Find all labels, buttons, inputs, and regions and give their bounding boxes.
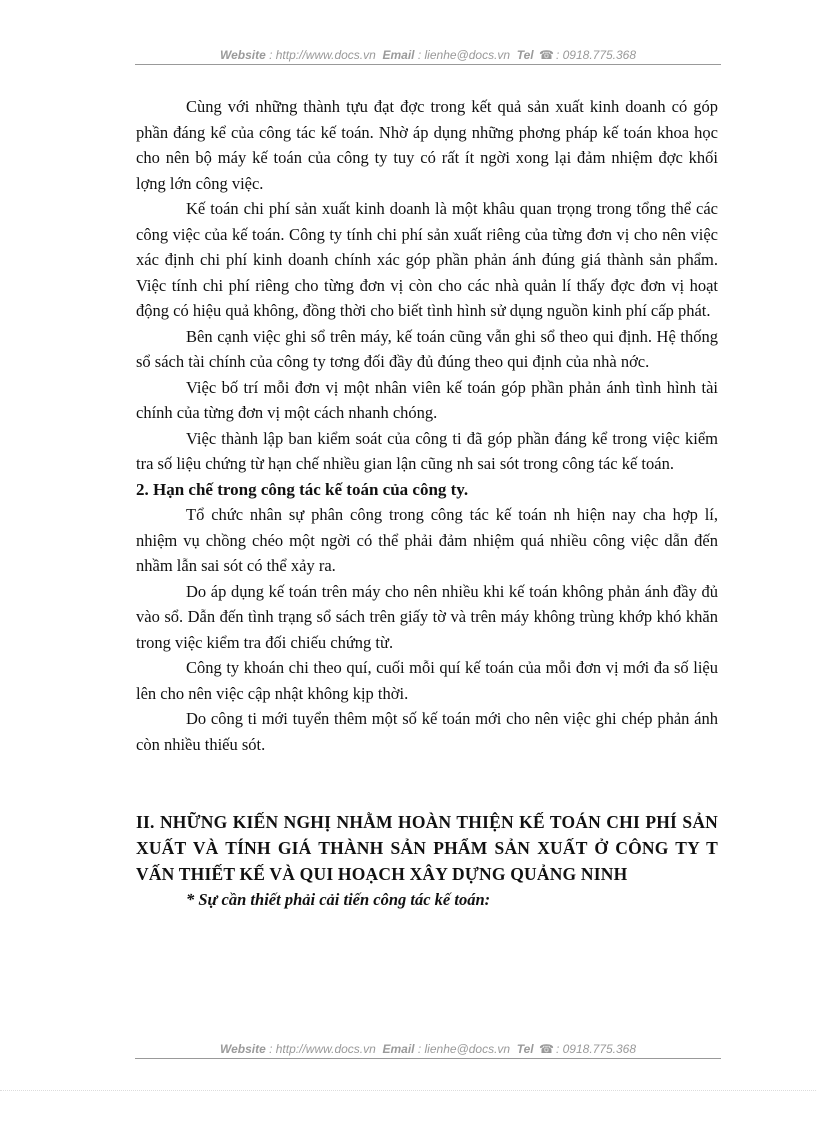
- paragraph: Công ty khoán chi theo quí, cuối mỗi quí kế toán của mỗi đơn vị mới đa số liệu lên cho nên việc cập nhật không kịp thời.: [136, 658, 718, 703]
- footer-website-link[interactable]: : http://www.docs.vn: [269, 1042, 376, 1056]
- section-heading: 2. Hạn chế trong công tác kế toán của công ty.: [136, 479, 469, 499]
- page-footer: [135, 1040, 721, 1059]
- paragraph: Việc thành lập ban kiểm soát của công ti đã góp phần đáng kể trong việc kiểm tra số liệu chứng từ hạn chế nhiều gian lận cũng nh sai sót trong công tác kế toán.: [136, 428, 718, 473]
- paragraph: Kế toán chi phí sản xuất kinh doanh là một khâu quan trọng trong tổng thể các công việc của kế toán. Công ty tính chi phí sản xuất riêng của từng đơn vị cho nên việc xác định chi phí kinh doanh chính xác góp phần phản ánh đúng giá thành sản phẩm. Việc tính chi phí riêng cho từng đơn vị còn cho các nhà quản lí thấy đợc đơn vị hoạt động có hiệu quả không, đồng thời cho biết tình hình sử dụng nguồn kinh phí cấp phát.: [136, 199, 718, 320]
- header-email-label: Email: [382, 48, 415, 62]
- subheading: * Sự cần thiết phải cải tiến công tác kế toán:: [186, 890, 491, 909]
- footer-tel-value: : 0918.775.368: [555, 1042, 637, 1056]
- paragraph: Tổ chức nhân sự phân công trong công tác kế toán nh hiện nay cha hợp lí, nhiệm vụ chồng chéo một ngời có thể phải đảm nhiệm quá nhiều công việc dẫn đến nhầm lẫn sai sót có thể xảy ra.: [136, 505, 718, 575]
- header-email-link[interactable]: : lienhe@docs.vn: [417, 48, 511, 62]
- paragraph: Do áp dụng kế toán trên máy cho nên nhiều khi kế toán không phản ánh đầy đủ vào sổ. Dẫn đến tình trạng sổ sách trên giấy tờ và trên máy không trùng khớp khó khăn trong việc kiểm tra đối chiếu chứng từ.: [136, 581, 718, 652]
- paragraph: Bên cạnh việc ghi sổ trên máy, kế toán cũng vẫn ghi sổ theo qui định. Hệ thống sổ sách tài chính của công ty tơng đối đầy đủ đúng theo qui định của nhà nớc.: [136, 326, 718, 371]
- header-website-label: Website: [219, 48, 266, 62]
- header-tel-value: : 0918.775.368: [555, 48, 637, 62]
- footer-website-label: Website: [219, 1042, 266, 1056]
- document-body: [136, 94, 718, 913]
- page-edge-divider: [0, 1090, 816, 1092]
- footer-tel-label: Tel: [516, 1042, 534, 1056]
- page-header: [135, 46, 721, 65]
- phone-icon: ☎: [539, 1042, 554, 1056]
- footer-email-label: Email: [382, 1042, 415, 1056]
- paragraph: Do công ti mới tuyển thêm một số kế toán mới cho nên việc ghi chép phản ánh còn nhiều thiếu sót.: [136, 709, 718, 754]
- paragraph: Cùng với những thành tựu đạt đợc trong kết quả sản xuất kinh doanh có góp phần đáng kể của công tác kế toán. Nhờ áp dụng những phơng pháp kế toán khoa học cho nên bộ máy kế toán của công ty tuy có rất ít ngời xong lại đảm nhiệm đợc khối lợng lớn công việc.: [136, 97, 718, 193]
- phone-icon: ☎: [539, 48, 554, 62]
- header-website-link[interactable]: : http://www.docs.vn: [269, 48, 376, 62]
- chapter-heading: II. NHỮNG KIẾN NGHỊ NHẰM HOÀN THIỆN KẾ TOÁN CHI PHÍ SẢN XUẤT VÀ TÍNH GIÁ THÀNH SẢN PHẨM SẢN XUẤT Ở CÔNG TY T VẤN THIẾT KẾ VÀ QUI HOẠCH XÂY DỰNG QUẢNG NINH: [136, 812, 718, 884]
- footer-email-link[interactable]: : lienhe@docs.vn: [417, 1042, 511, 1056]
- paragraph: Việc bố trí mỗi đơn vị một nhân viên kế toán góp phần phản ánh tình hình tài chính của từng đơn vị một cách nhanh chóng.: [136, 377, 718, 422]
- header-tel-label: Tel: [516, 48, 534, 62]
